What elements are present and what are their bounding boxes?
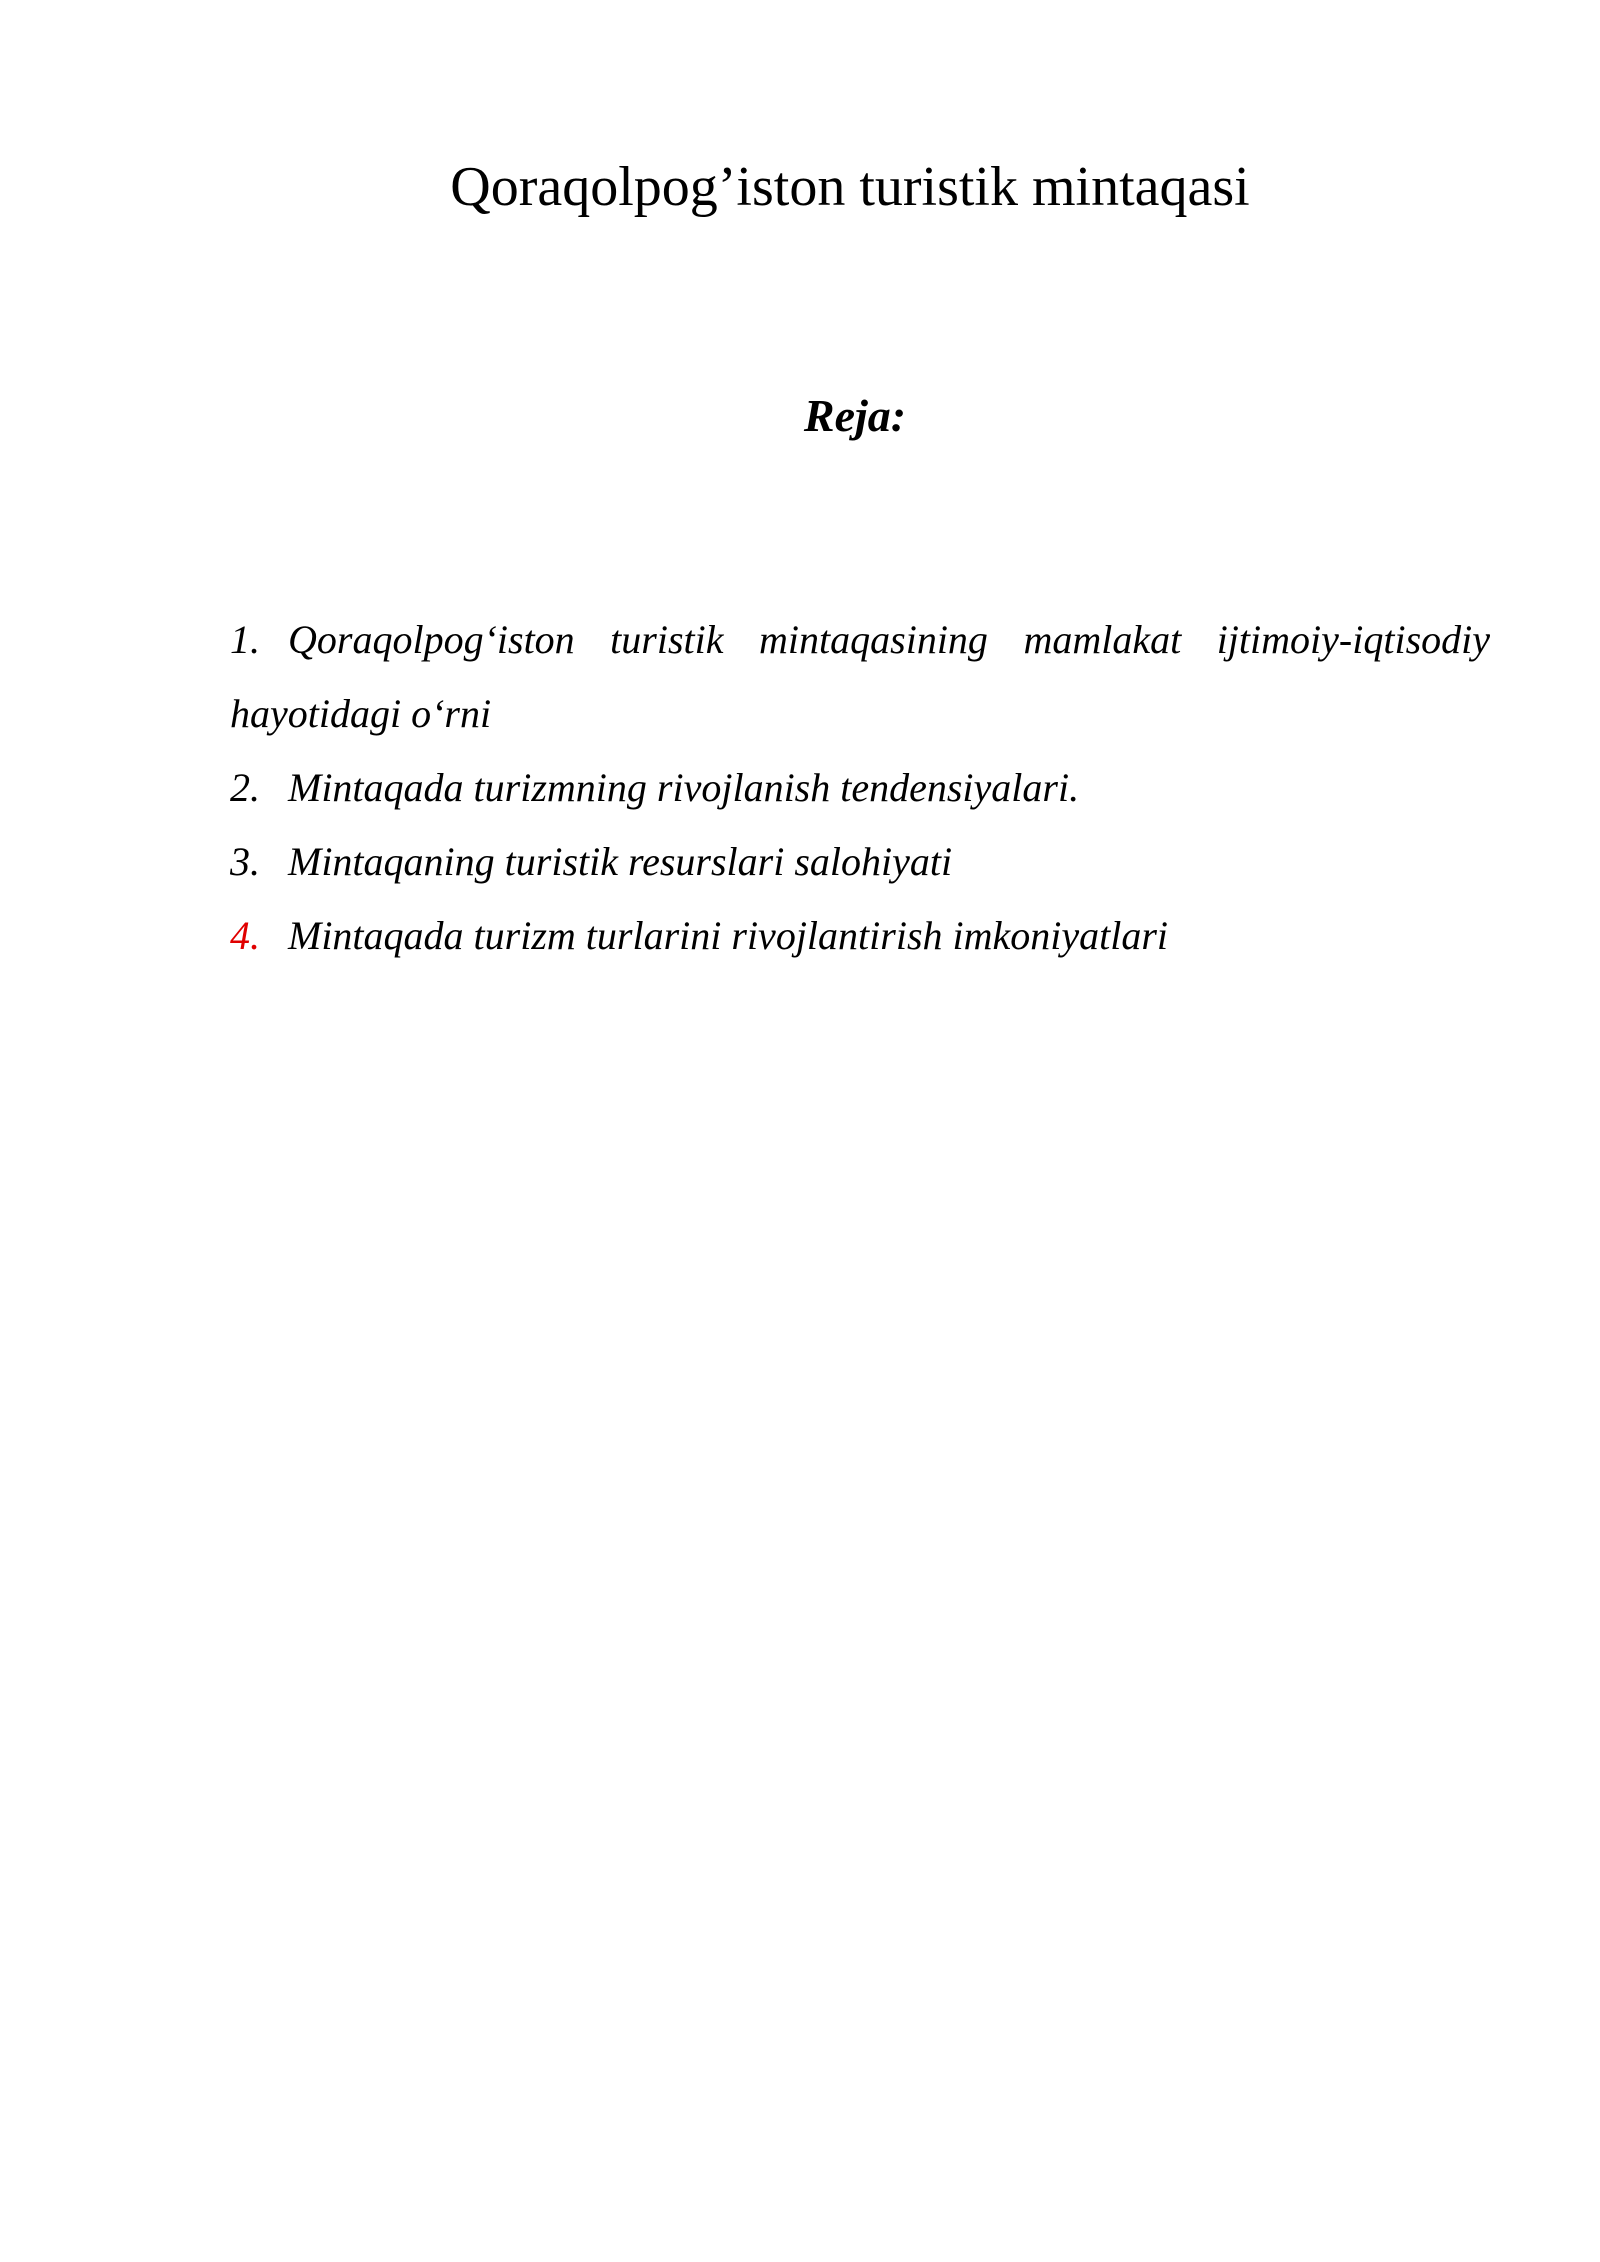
plan-item-4 bbox=[230, 899, 1490, 973]
plan-item-2 bbox=[230, 751, 1490, 825]
plan-item-text: Qoraqolpog‘iston turistik mintaqasining mamlakat ijtimoiy-iqtisodiy bbox=[288, 617, 1490, 662]
plan-item-number: 3. bbox=[230, 839, 260, 884]
plan-item-number: 1. bbox=[230, 617, 260, 662]
plan-list bbox=[230, 603, 1490, 973]
plan-item-text: Mintaqada turizm turlarini rivojlantirish imkoniyatlari bbox=[288, 913, 1169, 958]
plan-item-1-line-1 bbox=[230, 603, 1490, 677]
plan-item-text: Mintaqada turizmning rivojlanish tendensiyalari. bbox=[288, 765, 1080, 810]
plan-item-1-line-2: hayotidagi o‘rni bbox=[230, 691, 492, 736]
plan-item-number: 2. bbox=[230, 765, 260, 810]
plan-item-number: 4. bbox=[230, 913, 260, 958]
plan-item-1 bbox=[230, 603, 1490, 751]
plan-item-3 bbox=[230, 825, 1490, 899]
plan-item-text: Mintaqaning turistik resurslari salohiyati bbox=[288, 839, 953, 884]
plan-heading: Reja: bbox=[803, 390, 907, 441]
document-title: Qoraqolpog’iston turistik mintaqasi bbox=[450, 156, 1250, 218]
